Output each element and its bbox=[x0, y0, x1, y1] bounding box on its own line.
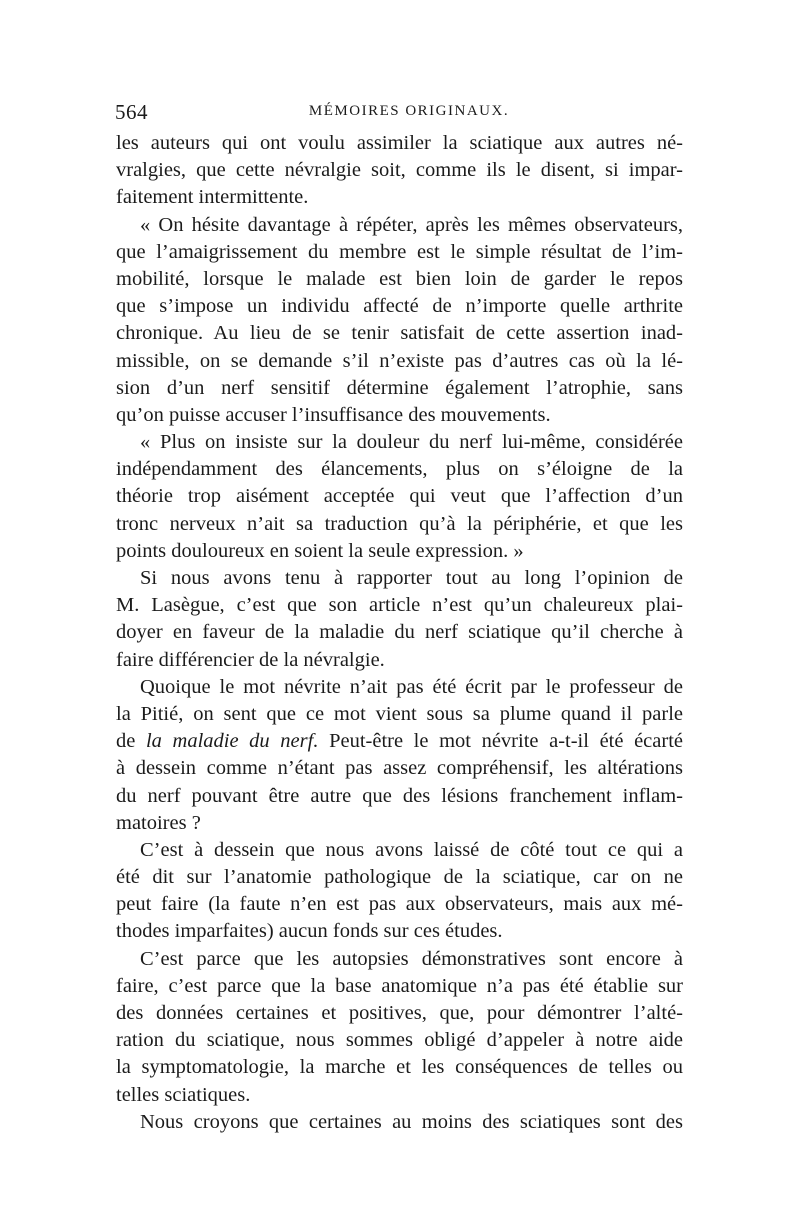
line-text: les auteurs qui ont voulu assimiler la sciatique aux autres né- bbox=[116, 132, 683, 154]
text-line bbox=[116, 1054, 683, 1081]
line-text: peut faire (la faute n’en est pas aux observateurs, mais aux mé- bbox=[116, 893, 683, 916]
text-line bbox=[116, 1027, 683, 1054]
text-line bbox=[116, 456, 683, 483]
line-text: missible, on se demande s’il n’existe pas d’autres cas où la lé- bbox=[116, 349, 683, 372]
line-text: Quoique le mot névrite n’ait pas été écrit par le professeur de bbox=[140, 675, 683, 698]
line-text: vralgies, que cette névralgie soit, comme ils le disent, si impar- bbox=[116, 159, 683, 182]
text-line bbox=[116, 511, 683, 538]
line-text: ration du sciatique, nous sommes obligé d’appeler à notre aide bbox=[116, 1029, 683, 1052]
text-line bbox=[116, 592, 683, 619]
line-text: de bbox=[116, 730, 146, 753]
text-line bbox=[116, 810, 683, 837]
line-text: « Plus on insiste sur la douleur du nerf lui-même, considérée bbox=[140, 431, 683, 454]
text-line bbox=[116, 701, 683, 728]
text-line bbox=[116, 864, 683, 891]
line-text: à dessein comme n’étant pas assez compréhensif, les altérations bbox=[116, 757, 683, 780]
text-line bbox=[116, 348, 683, 375]
line-text: thodes imparfaites) aucun fonds sur ces études. bbox=[116, 920, 503, 943]
line-text: telles sciatiques. bbox=[116, 1083, 251, 1106]
text-line bbox=[116, 239, 683, 266]
line-text: tronc nerveux n’ait sa traduction qu’à la périphérie, et que les bbox=[116, 512, 683, 535]
line-text: doyer en faveur de la maladie du nerf sciatique qu’il cherche à bbox=[116, 621, 683, 644]
line-text: faire, c’est parce que la base anatomique n’a pas été établie sur bbox=[116, 974, 683, 997]
text-line bbox=[116, 212, 683, 239]
line-text: sion d’un nerf sensitif détermine également l’atrophie, sans bbox=[116, 376, 683, 399]
text-line bbox=[116, 674, 683, 701]
line-text: chronique. Au lieu de se tenir satisfait de cette assertion inad- bbox=[116, 322, 683, 345]
text-line bbox=[116, 429, 683, 456]
line-text: été dit sur l’anatomie pathologique de la sciatique, car on ne bbox=[116, 866, 683, 889]
page-number: 564 bbox=[115, 100, 148, 124]
line-text: mobilité, lorsque le malade est bien loin de garder le repos bbox=[116, 267, 683, 290]
text-line bbox=[116, 483, 683, 510]
line-text: M. Lasègue, c’est que son article n’est qu’un chaleureux plai- bbox=[116, 594, 683, 617]
text-line bbox=[116, 184, 683, 211]
line-text: indépendamment des élancements, plus on s’éloigne de la bbox=[116, 458, 683, 481]
text-line bbox=[116, 647, 683, 674]
text-line bbox=[116, 891, 683, 918]
running-title: MÉMOIRES ORIGINAUX. bbox=[308, 103, 510, 119]
text-line bbox=[116, 402, 683, 429]
line-text: du nerf pouvant être autre que des lésions franchement inflam- bbox=[116, 784, 683, 807]
line-text: C’est parce que les autopsies démonstratives sont encore à bbox=[140, 947, 683, 970]
text-line bbox=[116, 130, 683, 157]
text-line bbox=[116, 1109, 683, 1136]
text-line bbox=[116, 783, 683, 810]
text-line bbox=[116, 755, 683, 782]
text-line bbox=[116, 918, 683, 945]
line-text: Peut-être le mot névrite a-t-il été écarté bbox=[318, 730, 683, 753]
italic-phrase: la maladie du nerf. bbox=[145, 730, 319, 753]
text-line bbox=[116, 538, 683, 565]
line-text: faire différencier de la névralgie. bbox=[116, 648, 385, 671]
page-header bbox=[115, 100, 683, 124]
line-text: Si nous avons tenu à rapporter tout au long l’opinion de bbox=[140, 567, 683, 589]
line-text: faitement intermittente. bbox=[116, 186, 309, 209]
line-text: points douloureux en soient la seule expression. » bbox=[116, 539, 524, 562]
text-line bbox=[116, 973, 683, 1000]
body-text bbox=[116, 130, 683, 1136]
text-line bbox=[116, 1000, 683, 1027]
text-line bbox=[116, 946, 683, 973]
text-line bbox=[116, 619, 683, 646]
line-text: des données certaines et positives, que, pour démontrer l’alté- bbox=[116, 1002, 683, 1024]
line-text: matoires ? bbox=[116, 811, 201, 834]
line-text: qu’on puisse accuser l’insuffisance des mouvements. bbox=[116, 403, 551, 426]
text-line bbox=[116, 157, 683, 184]
text-line bbox=[116, 375, 683, 402]
line-text: la Pitié, on sent que ce mot vient sous sa plume quand il parle bbox=[116, 702, 683, 725]
line-text: Nous croyons que certaines au moins des sciatiques sont des bbox=[140, 1110, 683, 1133]
text-line bbox=[116, 1082, 683, 1109]
text-line bbox=[116, 320, 683, 347]
line-text: que s’impose un individu affecté de n’importe quelle arthrite bbox=[116, 295, 683, 318]
text-line bbox=[116, 266, 683, 293]
text-line bbox=[116, 565, 683, 592]
line-text: C’est à dessein que nous avons laissé de côté tout ce qui a bbox=[140, 838, 683, 861]
text-line bbox=[116, 293, 683, 320]
text-line bbox=[116, 837, 683, 864]
line-text: la symptomatologie, la marche et les conséquences de telles ou bbox=[116, 1056, 683, 1079]
text-line bbox=[116, 728, 683, 755]
line-text: « On hésite davantage à répéter, après les mêmes observateurs, bbox=[140, 213, 683, 236]
line-text: théorie trop aisément acceptée qui veut que l’affection d’un bbox=[116, 485, 683, 508]
line-text: que l’amaigrissement du membre est le simple résultat de l’im- bbox=[116, 240, 683, 263]
